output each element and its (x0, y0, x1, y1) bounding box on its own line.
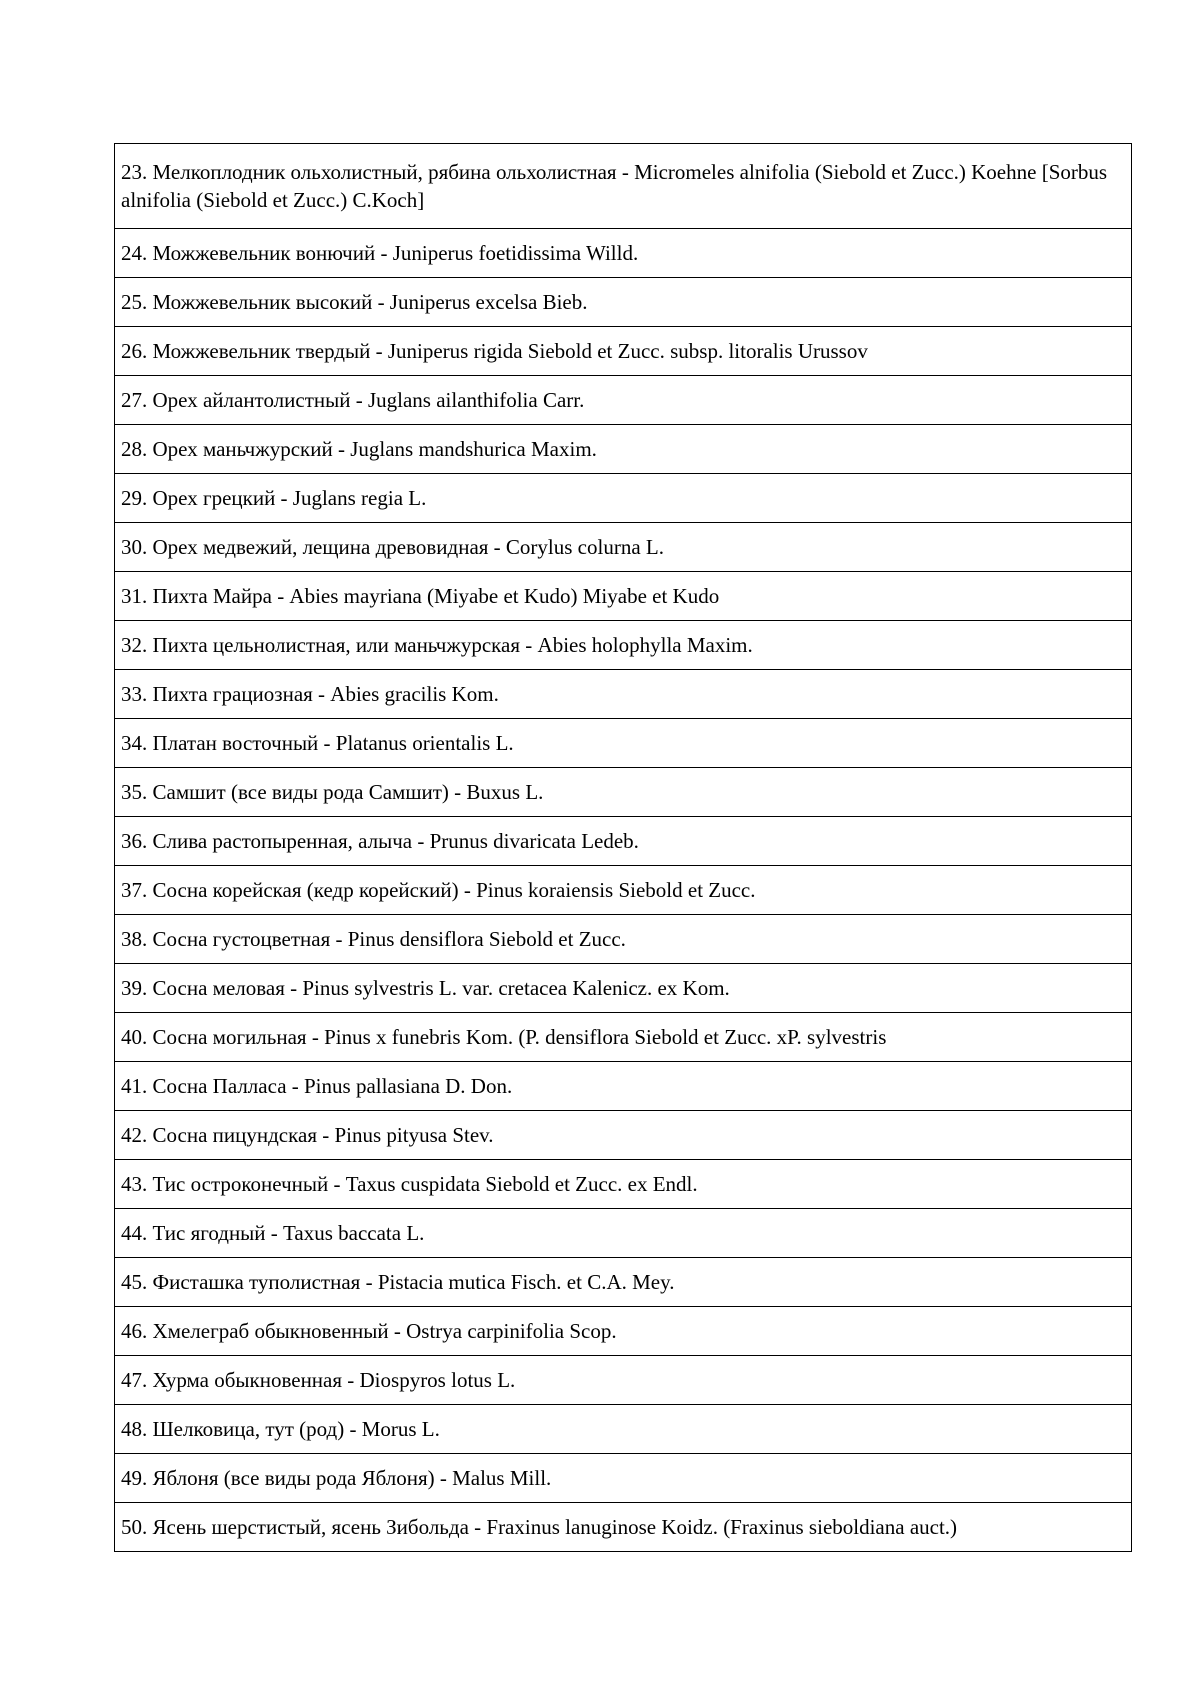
table-row (115, 572, 1132, 621)
species-table (114, 143, 1132, 1552)
table-cell: 25. Можжевельник высокий - Juniperus excelsa Bieb. (115, 278, 1132, 327)
species-table-body (115, 144, 1132, 1552)
table-row (115, 964, 1132, 1013)
table-row (115, 474, 1132, 523)
table-row (115, 1111, 1132, 1160)
table-row (115, 523, 1132, 572)
table-row (115, 621, 1132, 670)
table-row (115, 670, 1132, 719)
table-row (115, 1454, 1132, 1503)
table-row (115, 866, 1132, 915)
table-cell: 44. Тис ягодный - Taxus baccata L. (115, 1209, 1132, 1258)
table-cell: 43. Тис остроконечный - Taxus cuspidata Siebold et Zucc. ex Endl. (115, 1160, 1132, 1209)
table-cell: 45. Фисташка туполистная - Pistacia mutica Fisch. et C.A. Mey. (115, 1258, 1132, 1307)
table-cell: 26. Можжевельник твердый - Juniperus rigida Siebold et Zucc. subsp. litoralis Urussov (115, 327, 1132, 376)
table-cell: 30. Орех медвежий, лещина древовидная - Corylus colurna L. (115, 523, 1132, 572)
table-row (115, 1013, 1132, 1062)
table-cell: 38. Сосна густоцветная - Pinus densiflora Siebold et Zucc. (115, 915, 1132, 964)
table-cell: 42. Сосна пицундская - Pinus pityusa Stev. (115, 1111, 1132, 1160)
table-row (115, 1307, 1132, 1356)
table-row (115, 327, 1132, 376)
table-row (115, 719, 1132, 768)
table-row (115, 278, 1132, 327)
table-row (115, 1503, 1132, 1552)
table-cell: 28. Орех маньчжурский - Juglans mandshurica Maxim. (115, 425, 1132, 474)
table-row (115, 425, 1132, 474)
table-row (115, 1062, 1132, 1111)
table-cell: 46. Хмелеграб обыкновенный - Ostrya carpinifolia Scop. (115, 1307, 1132, 1356)
table-cell: 31. Пихта Майра - Abies mayriana (Miyabe et Kudo) Miyabe et Kudo (115, 572, 1132, 621)
table-cell: 49. Яблоня (все виды рода Яблоня) - Malus Mill. (115, 1454, 1132, 1503)
table-cell: 33. Пихта грациозная - Abies gracilis Kom. (115, 670, 1132, 719)
table-row (115, 1405, 1132, 1454)
table-cell: 48. Шелковица, тут (род) - Morus L. (115, 1405, 1132, 1454)
table-cell: 47. Хурма обыкновенная - Diospyros lotus L. (115, 1356, 1132, 1405)
table-row (115, 1160, 1132, 1209)
table-cell: 36. Слива растопыренная, алыча - Prunus divaricata Ledeb. (115, 817, 1132, 866)
table-cell: 50. Ясень шерстистый, ясень Зибольда - Fraxinus lanuginose Koidz. (Fraxinus sieboldiana auct.) (115, 1503, 1132, 1552)
table-row (115, 1356, 1132, 1405)
table-cell: 39. Сосна меловая - Pinus sylvestris L. var. cretacea Kalenicz. ex Kom. (115, 964, 1132, 1013)
table-row (115, 915, 1132, 964)
table-cell: 37. Сосна корейская (кедр корейский) - Pinus koraiensis Siebold et Zucc. (115, 866, 1132, 915)
table-row (115, 768, 1132, 817)
table-row (115, 817, 1132, 866)
table-cell: 27. Орех айлантолистный - Juglans ailanthifolia Carr. (115, 376, 1132, 425)
table-cell: 35. Самшит (все виды рода Самшит) - Buxus L. (115, 768, 1132, 817)
table-cell: 24. Можжевельник вонючий - Juniperus foetidissima Willd. (115, 229, 1132, 278)
table-cell: 23. Мелкоплодник ольхолистный, рябина ольхолистная - Micromeles alnifolia (Siebold et Zucc.) Koehne [Sorbus alnifolia (Siebold et Zucc.) C.Koch] (115, 144, 1132, 229)
table-row (115, 1258, 1132, 1307)
table-row (115, 144, 1132, 229)
table-cell: 41. Сосна Палласа - Pinus pallasiana D. Don. (115, 1062, 1132, 1111)
table-row (115, 1209, 1132, 1258)
table-cell: 32. Пихта цельнолистная, или маньчжурская - Abies holophylla Maxim. (115, 621, 1132, 670)
table-row (115, 376, 1132, 425)
table-cell: 40. Сосна могильная - Pinus x funebris Kom. (P. densiflora Siebold et Zucc. xP. sylvestris (115, 1013, 1132, 1062)
table-row (115, 229, 1132, 278)
table-cell: 29. Орех грецкий - Juglans regia L. (115, 474, 1132, 523)
table-cell: 34. Платан восточный - Platanus orientalis L. (115, 719, 1132, 768)
